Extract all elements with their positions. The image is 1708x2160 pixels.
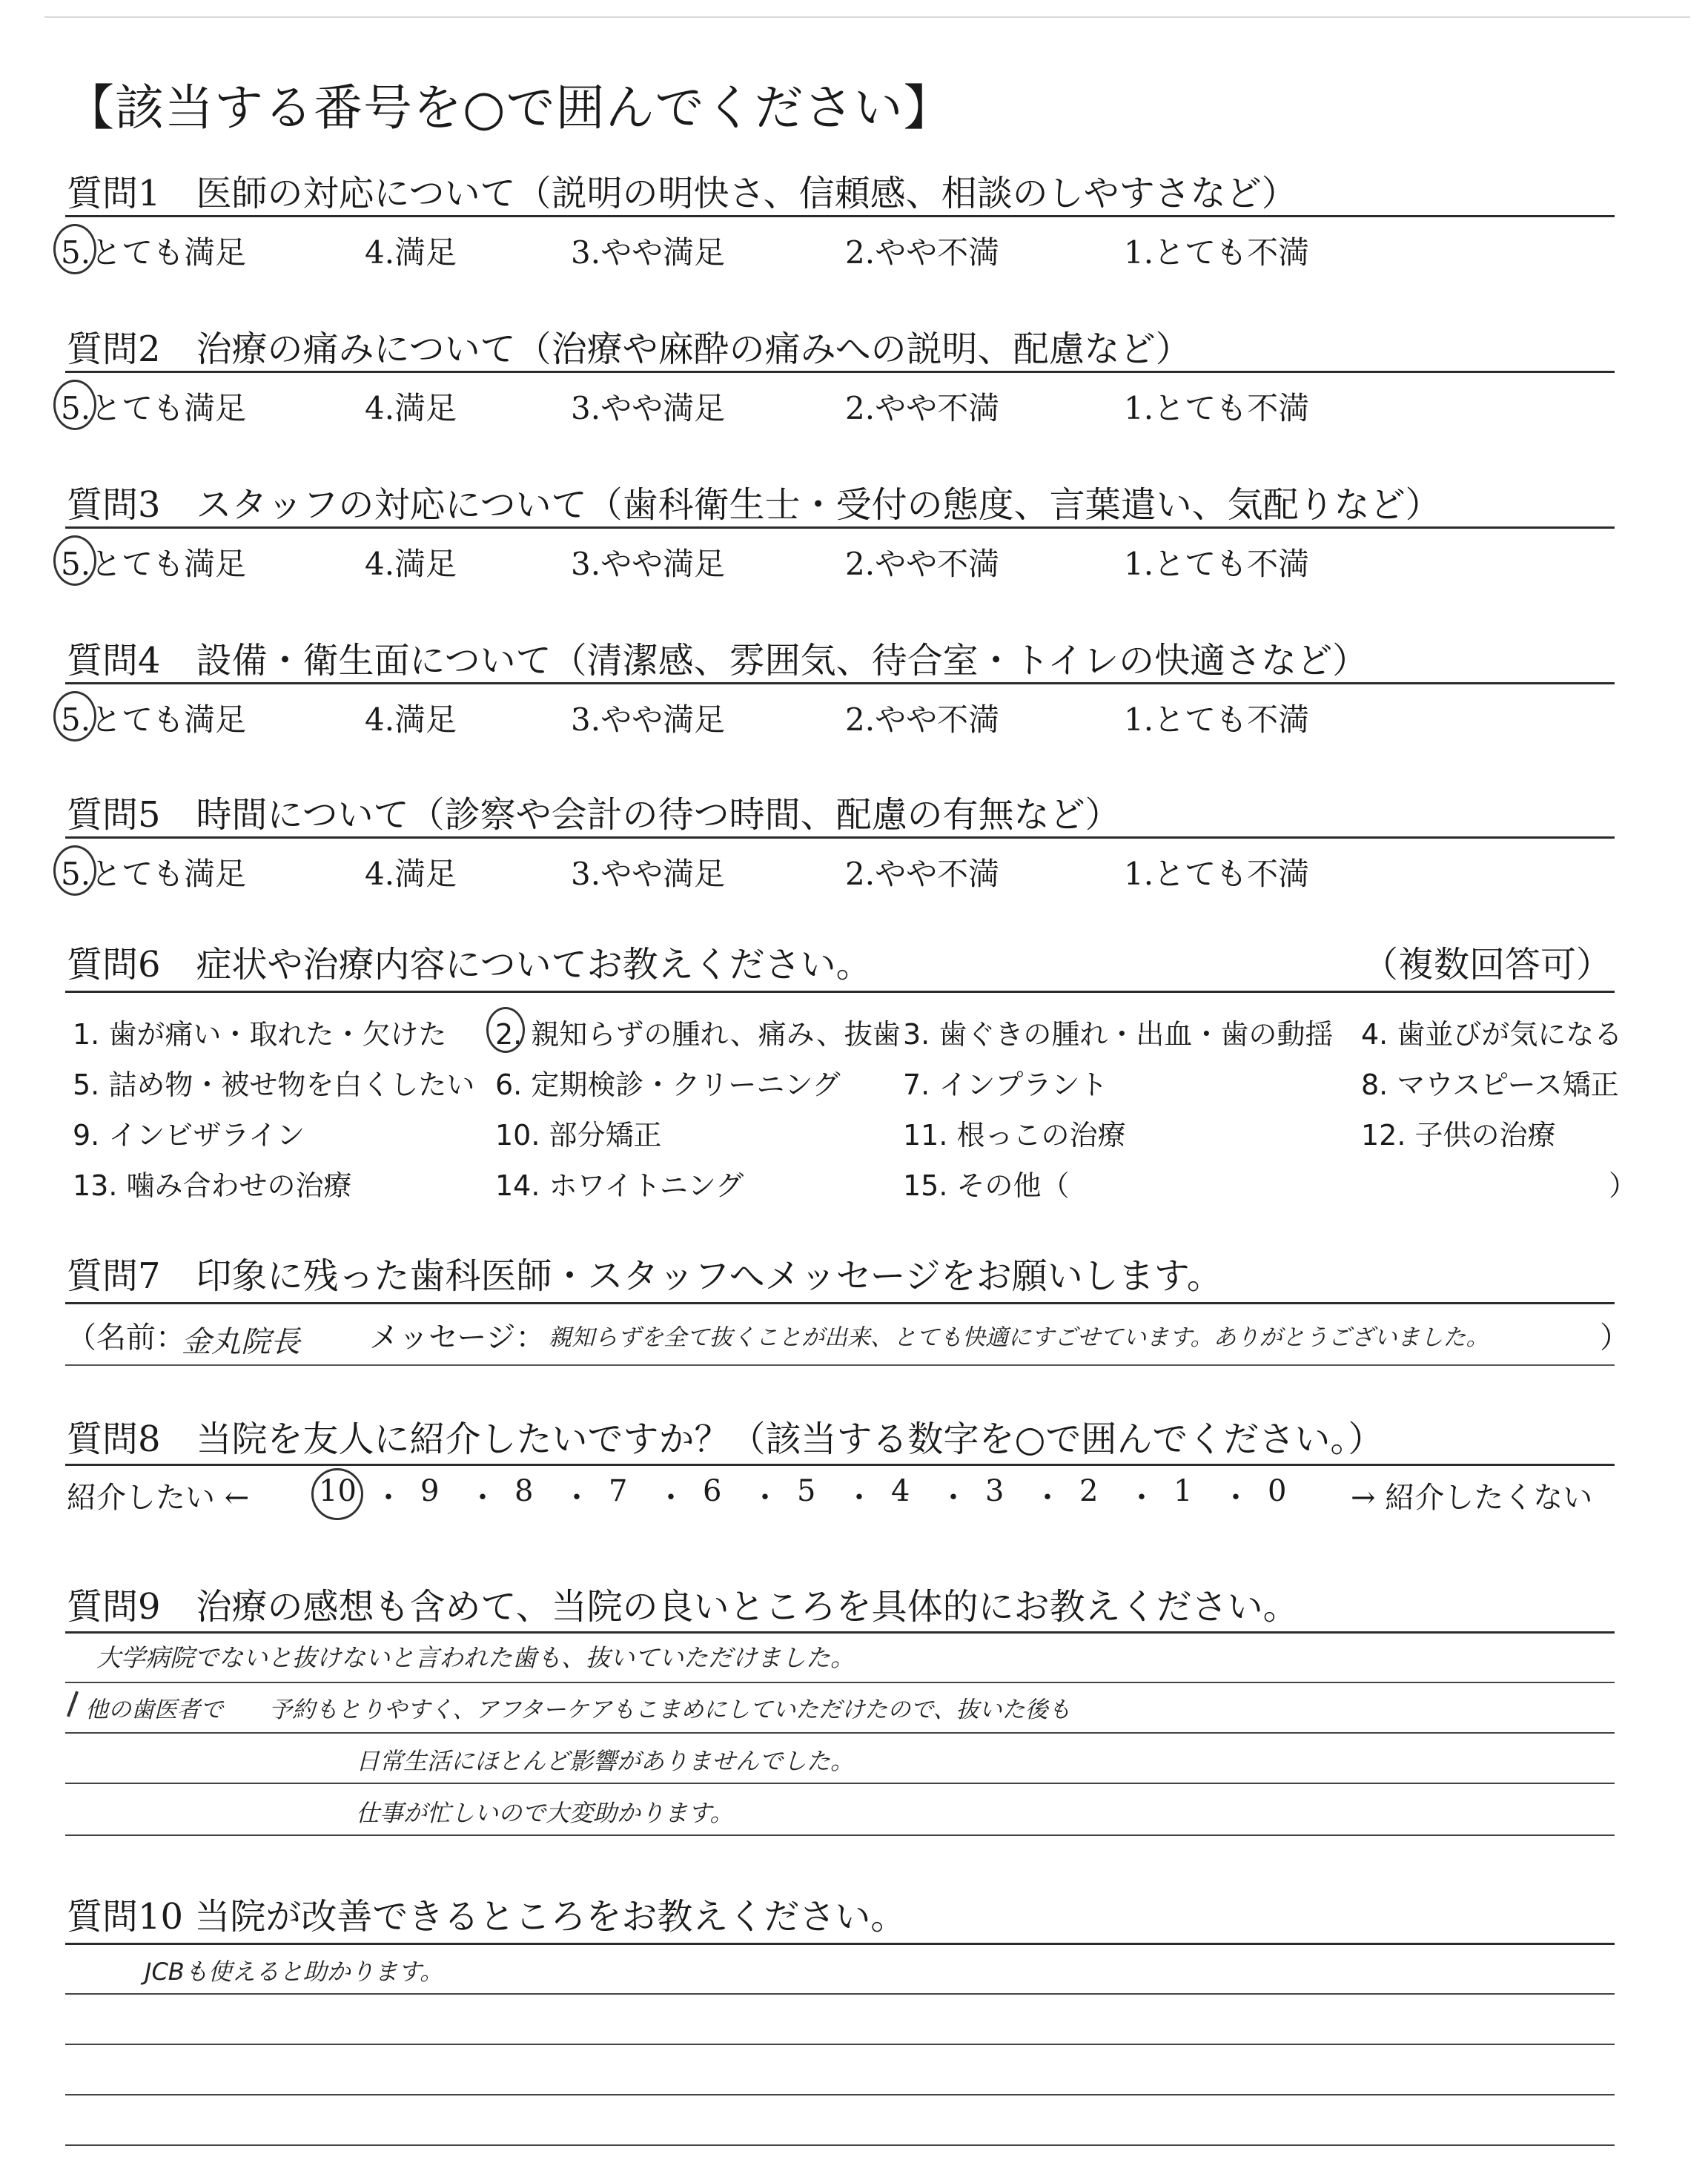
q8-scale-1[interactable]: 1 <box>1174 1474 1193 1508</box>
selection-circle <box>53 691 96 742</box>
q10-line-rule <box>65 2044 1615 2045</box>
q10-line-rule <box>65 2094 1615 2095</box>
q8-scale-3[interactable]: 3 <box>985 1474 1004 1508</box>
q2-option-2[interactable]: 2.やや不満 <box>845 390 1000 426</box>
q5-option-5[interactable]: 5.とても満足 <box>61 856 247 892</box>
selection-circle <box>53 380 96 430</box>
q8-right-label: → 紹介したくない <box>1351 1481 1593 1515</box>
selection-circle <box>486 1007 525 1053</box>
q6-item-14[interactable]: 14. ホワイトニング <box>495 1169 744 1202</box>
q8-separator: ・ <box>750 1481 780 1515</box>
q5-option-4[interactable]: 4.満足 <box>365 856 457 892</box>
q3-rule <box>65 526 1615 529</box>
q1-title: 質問1 医師の対応について（説明の明快さ、信頼感、相談のしやすさなど） <box>67 173 1297 214</box>
q8-scale-6[interactable]: 6 <box>703 1474 722 1508</box>
q8-separator: ・ <box>1221 1481 1251 1515</box>
q6-item-1[interactable]: 1. 歯が痛い・取れた・欠けた <box>73 1018 447 1051</box>
selection-circle <box>53 845 96 896</box>
q8-separator: ・ <box>844 1481 874 1515</box>
handwritten-mark <box>67 1691 79 1717</box>
q9-line-rule <box>65 1783 1615 1784</box>
page-header: 【該当する番号を○で囲んでください】 <box>65 79 953 136</box>
q8-separator: ・ <box>1033 1481 1062 1515</box>
q6-item-5[interactable]: 5. 詰め物・被せ物を白くしたい <box>73 1069 475 1101</box>
q5-option-2[interactable]: 2.やや不満 <box>845 856 1000 892</box>
q6-item-12[interactable]: 12. 子供の治療 <box>1361 1119 1556 1152</box>
q3-option-1[interactable]: 1.とても不満 <box>1124 546 1310 582</box>
q8-scale-0[interactable]: 0 <box>1268 1474 1287 1508</box>
q8-left-label: 紹介したい ← <box>67 1481 250 1515</box>
q6-item-4[interactable]: 4. 歯並びが気になる <box>1361 1018 1623 1051</box>
q8-separator: ・ <box>374 1481 403 1515</box>
q6-item-3[interactable]: 3. 歯ぐきの腫れ・出血・歯の動揺 <box>903 1018 1334 1051</box>
q9-answer-line: 日常生活にほとんど影響がありませんでした。 <box>356 1747 855 1775</box>
q6-item-7[interactable]: 7. インプラント <box>903 1069 1108 1101</box>
top-border <box>44 16 1690 18</box>
q1-option-3[interactable]: 3.やや満足 <box>571 234 726 271</box>
q4-rule <box>65 682 1615 684</box>
q10-line-rule <box>65 1993 1615 1995</box>
q6-title: 質問6 症状や治療内容についてお教えください。 <box>67 944 872 985</box>
q4-option-2[interactable]: 2.やや不満 <box>845 701 1000 738</box>
q10-line-rule <box>65 2144 1615 2146</box>
q10-answer-line: JCBも使えると助かります。 <box>145 1958 444 1986</box>
q7-bottom-rule <box>65 1364 1615 1366</box>
q1-option-2[interactable]: 2.やや不満 <box>845 234 1000 271</box>
q1-option-5[interactable]: 5.とても満足 <box>61 234 247 271</box>
q1-option-4[interactable]: 4.満足 <box>365 234 457 271</box>
q9-answer-line: 仕事が忙しいので大変助かります。 <box>356 1799 734 1827</box>
q7-message-label: メッセージ： <box>369 1321 546 1355</box>
q7-name-label: （名前： <box>67 1321 185 1355</box>
q3-option-5[interactable]: 5.とても満足 <box>61 546 247 582</box>
q6-item-8[interactable]: 8. マウスピース矯正 <box>1361 1069 1619 1101</box>
q8-scale-9[interactable]: 9 <box>420 1474 440 1508</box>
q6-item-9[interactable]: 9. インビザライン <box>73 1119 305 1152</box>
q9-line-rule <box>65 1732 1615 1734</box>
q4-option-5[interactable]: 5.とても満足 <box>61 701 247 738</box>
q2-option-5[interactable]: 5.とても満足 <box>61 390 247 426</box>
q9-title: 質問9 治療の感想も含めて、当院の良いところを具体的にお教えください。 <box>67 1586 1299 1628</box>
q6-item-13[interactable]: 13. 噛み合わせの治療 <box>73 1169 352 1202</box>
q7-rule <box>65 1302 1615 1304</box>
q7-close-paren: ） <box>1600 1321 1629 1355</box>
q8-scale-4[interactable]: 4 <box>891 1474 910 1508</box>
q4-option-1[interactable]: 1.とても不満 <box>1124 701 1310 738</box>
q8-separator: ・ <box>1127 1481 1156 1515</box>
q3-option-2[interactable]: 2.やや不満 <box>845 546 1000 582</box>
q8-separator: ・ <box>562 1481 592 1515</box>
q8-scale-2[interactable]: 2 <box>1079 1474 1099 1508</box>
q8-separator: ・ <box>656 1481 686 1515</box>
q7-message-value: 親知らずを全て抜くことが出来、とても快適にすごせています。ありがとうございました。 <box>549 1324 1489 1351</box>
q5-title: 質問5 時間について（診察や会計の待つ時間、配慮の有無など） <box>67 794 1121 836</box>
q8-scale-7[interactable]: 7 <box>609 1474 628 1508</box>
q9-rule <box>65 1631 1615 1634</box>
q3-title: 質問3 スタッフの対応について（歯科衛生士・受付の態度、言葉遣い、気配りなど） <box>67 484 1441 526</box>
q4-option-4[interactable]: 4.満足 <box>365 701 457 738</box>
q6-rule <box>65 991 1615 993</box>
q9-answer-line: 他の歯医者で 予約もとりやすく、アフターケアもこまめにしていただけたので、抜いた後も <box>85 1697 1071 1723</box>
q6-other-close: ） <box>1609 1169 1638 1202</box>
q1-option-1[interactable]: 1.とても不満 <box>1124 234 1310 271</box>
q8-scale-5[interactable]: 5 <box>797 1474 816 1508</box>
q8-title: 質問8 当院を友人に紹介したいですか？（該当する数字を○で囲んでください。） <box>67 1418 1384 1460</box>
selection-circle <box>53 535 96 586</box>
q2-option-1[interactable]: 1.とても不満 <box>1124 390 1310 426</box>
q1-rule <box>65 215 1615 217</box>
q4-option-3[interactable]: 3.やや満足 <box>571 701 726 738</box>
q10-rule <box>65 1943 1615 1945</box>
q4-title: 質問4 設備・衛生面について（清潔感、雰囲気、待合室・トイレの快適さなど） <box>67 640 1368 681</box>
q9-answer-line: 大学病院でないと抜けないと言われた歯も、抜いていただけました。 <box>96 1643 855 1672</box>
q6-item-6[interactable]: 6. 定期検診・クリーニング <box>495 1069 841 1101</box>
q9-line-rule <box>65 1682 1615 1683</box>
q10-title: 質問10 当院が改善できるところをお教えください。 <box>67 1896 907 1938</box>
q2-option-3[interactable]: 3.やや満足 <box>571 390 726 426</box>
q5-option-3[interactable]: 3.やや満足 <box>571 856 726 892</box>
q3-option-4[interactable]: 4.満足 <box>365 546 457 582</box>
q2-title: 質問2 治療の痛みについて（治療や麻酔の痛みへの説明、配慮など） <box>67 328 1191 370</box>
selection-circle <box>311 1468 363 1520</box>
q6-item-2[interactable]: 2. 親知らずの腫れ、痛み、抜歯 <box>495 1018 901 1051</box>
q8-separator: ・ <box>468 1481 497 1515</box>
q9-line-rule <box>65 1834 1615 1836</box>
q8-rule <box>65 1464 1615 1466</box>
q8-separator: ・ <box>939 1481 968 1515</box>
q5-rule <box>65 836 1615 839</box>
q2-option-4[interactable]: 4.満足 <box>365 390 457 426</box>
selection-circle <box>53 224 96 274</box>
q6-note: （複数回答可） <box>1363 944 1612 985</box>
q6-item-11[interactable]: 11. 根っこの治療 <box>903 1119 1126 1152</box>
q7-name-value: 金丸院長 <box>182 1325 300 1359</box>
q8-scale-8[interactable]: 8 <box>514 1474 534 1508</box>
q6-item-15[interactable]: 15. その他（ <box>903 1169 1070 1202</box>
q7-title: 質問7 印象に残った歯科医師・スタッフへメッセージをお願いします。 <box>67 1255 1222 1297</box>
q2-rule <box>65 371 1615 373</box>
q5-option-1[interactable]: 1.とても不満 <box>1124 856 1310 892</box>
q3-option-3[interactable]: 3.やや満足 <box>571 546 726 582</box>
q6-item-10[interactable]: 10. 部分矯正 <box>495 1119 662 1152</box>
q8-scale-10[interactable]: 10 <box>319 1474 357 1508</box>
